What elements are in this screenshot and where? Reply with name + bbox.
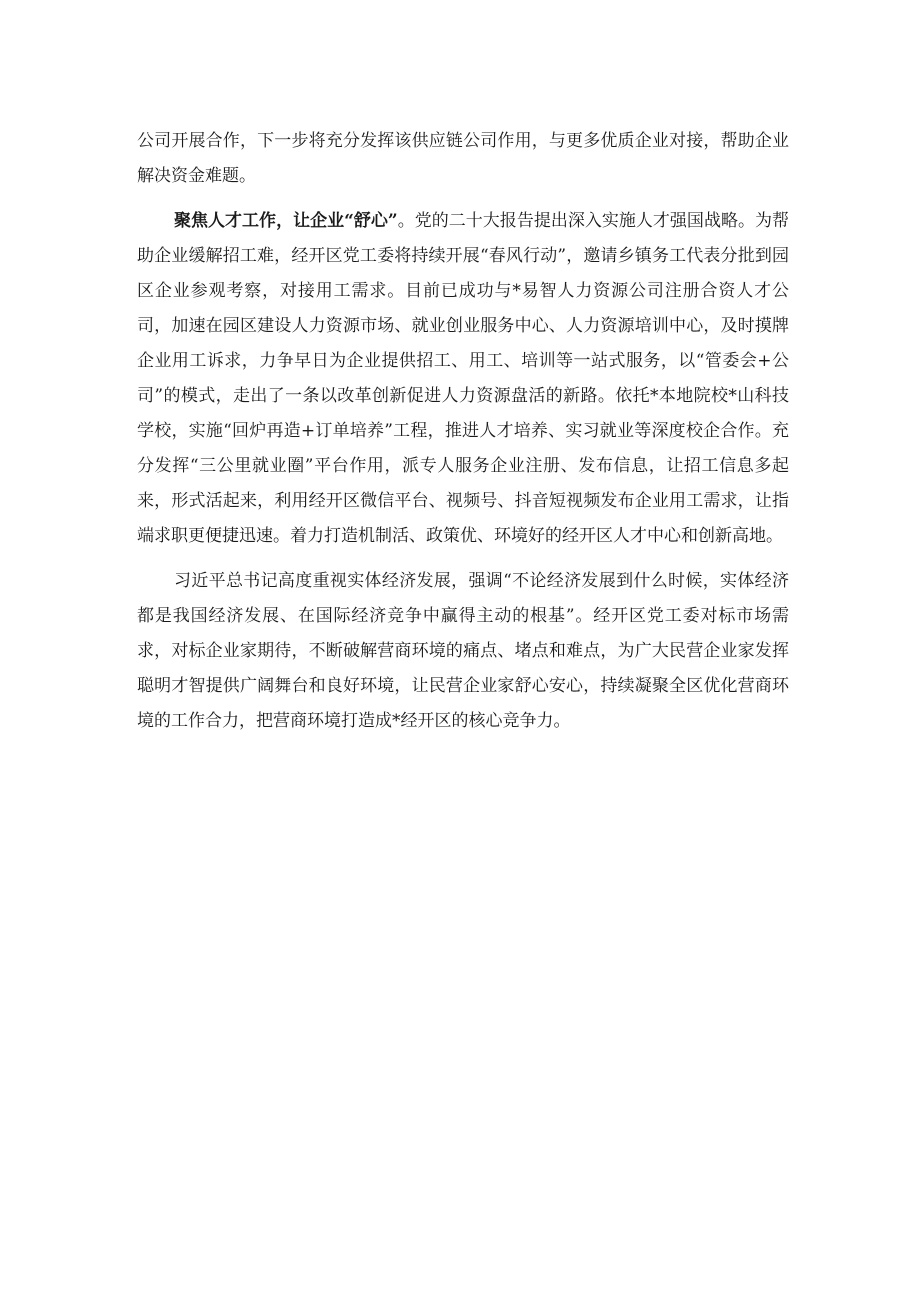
paragraph-text: 习近平总书记高度重视实体经济发展，强调“不论经济发展到什么时候，实体经济都是我国经济发展、在国际经济竞争中赢得主动的根基”。经开区党工委对标市场需求，对标企业家期待，不断破解营商环境的痛点、堵点和难点，为广大民营企业家发挥聪明才智提供广阔舞台和良好环境，让民营企业家舒心安心，持续凝聚全区优化营商环境的工作合力，把营商环境打造成*经开区的核心竞争力。 (137, 571, 789, 731)
paragraph-lead-heading: 聚焦人才工作，让企业“舒心” (174, 211, 398, 231)
paragraph-text: 公司开展合作，下一步将充分发挥该供应链公司作用，与更多优质企业对接，帮助企业解决资金难题。 (137, 131, 789, 186)
paragraph-talent-work (137, 204, 789, 554)
paragraph-conclusion (137, 564, 789, 739)
paragraph-text: 。党的二十大报告提出深入实施人才强国战略。为帮助企业缓解招工难，经开区党工委将持续开展“春风行动”，邀请乡镇务工代表分批到园区企业参观考察，对接用工需求。目前已成功与*易智人力资源公司注册合资人才公司，加速在园区建设人力资源市场、就业创业服务中心、人力资源培训中心，及时摸牌企业用工诉求，力争早日为企业提供招工、用工、培训等一站式服务，以“管委会+公司”的模式，走出了一条以改革创新促进人力资源盘活的新路。依托*本地院校*山科技学校，实施“回炉再造+订单培养”工程，推进人才培养、实习就业等深度校企合作。充分发挥“三公里就业圈”平台作用，派专人服务企业注册、发布信息，让招工信息多起来，形式活起来，利用经开区微信平台、视频号、抖音短视频发布企业用工需求，让指端求职更便捷迅速。着力打造机制活、政策优、环境好的经开区人才中心和创新高地。 (137, 211, 789, 546)
document-body (137, 124, 789, 739)
paragraph-continuation (137, 124, 789, 194)
